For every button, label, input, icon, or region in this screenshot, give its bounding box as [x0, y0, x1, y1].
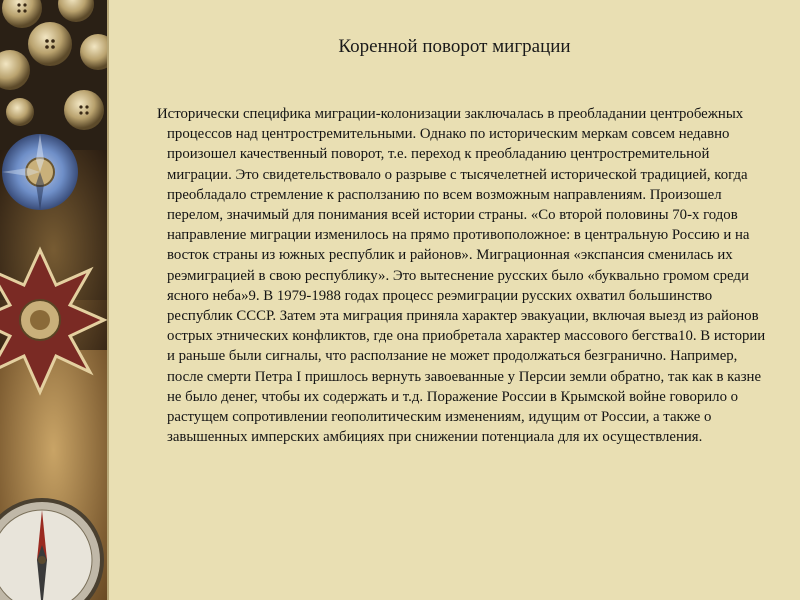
- decorative-sidebar-image: [0, 0, 107, 600]
- medal-ribbon-icon: [2, 134, 78, 210]
- slide-content: [109, 0, 800, 600]
- slide-body-text: Исторически специфика миграции-колонизации заключалась в преобладании центробежных процессов над центростремительными. Однако по историческим меркам совсем недавно произошел качественный поворот, т.е. переход к преобладанию центростремительной миграции. Это свидетельствовало о разрыве с тысячелетней исторической традицией, когда преобладало стремление к расползанию по всем возможным направлениям. Произошел перелом, значимый для понимания всей истории страны. «Со второй половины 70-х годов направление миграции изменилось на прямо противоположное: в центральную Россию и на восток страны из южных республик и районов». Миграционная «экспансия сменилась их реэмиграцией в свою республику». Это вытеснение русских было «буквально громом среди ясного неба»9. В 1979-1988 годах процесс реэмиграции русских охватил большинство республик СССР. Затем эта миграция приняла характер эвакуации, включая выезд из районов острых этнических конфликтов, где она приобретала характер массового бегства10. В истории и раньше были сигналы, что расползание не может продолжаться безгранично. Например, после смерти Петра I пришлось вернуть завоеванные у Персии земли обратно, так как в казне не было денег, чтобы их содержать и т.д. Поражение России в Крымской войне говорило о растущем сопротивлении геополитическим изменениям, идущим от России, а также о завышенных имперских амбициях при снижении потенциала для их осуществления.: [157, 106, 766, 446]
- medals-photo-icon: [0, 0, 107, 600]
- slide-title: Коренной поворот миграции: [338, 36, 571, 57]
